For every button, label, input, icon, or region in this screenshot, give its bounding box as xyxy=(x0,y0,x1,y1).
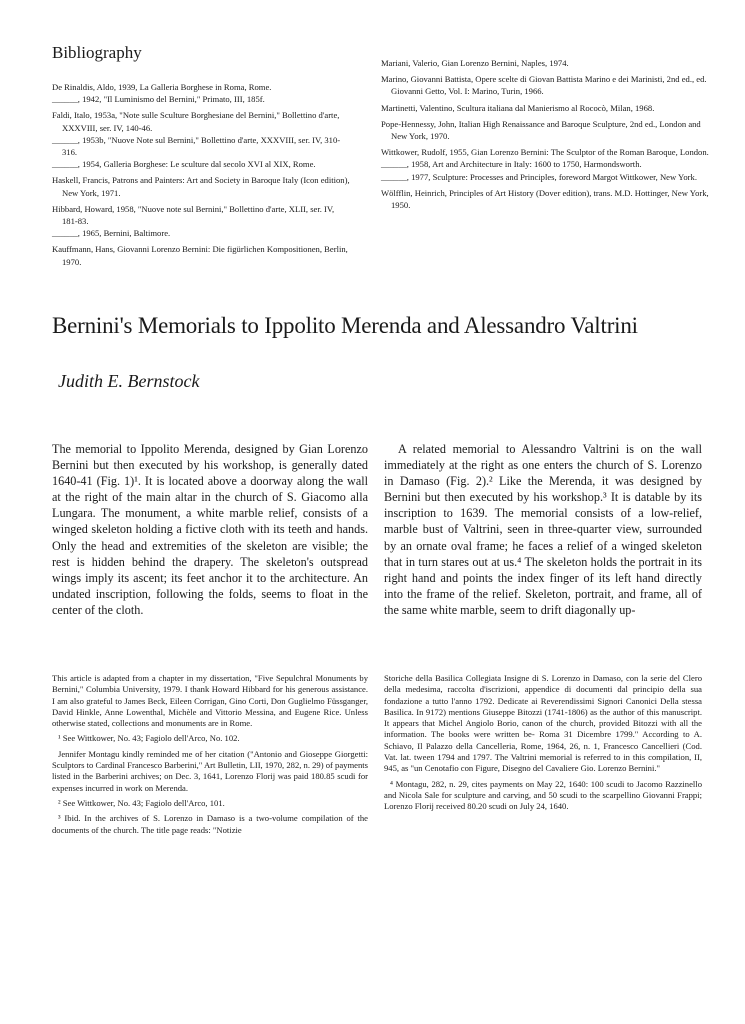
bib-entry: Haskell, Francis, Patrons and Painters: Art and Society in Baroque Italy (Icon edition), New York, 1971. xyxy=(52,175,350,198)
bib-entry: Marino, Giovanni Battista, Opere scelte di Giovan Battista Marino e dei Marinisti, 2nd ed., ed. Giovanni Getto, Vol. I: Marino, Turin, 1966. xyxy=(381,74,707,97)
bib-entry: ______, 1953b, "Nuove Note sul Bernini," Bollettino d'arte, XXXVIII, ser. IV, 310-316. xyxy=(52,134,341,158)
body-text-left-column: The memorial to Ippolito Merenda, designed by Gian Lorenzo Bernini but then executed by his workshop, is generally dated 1640-41 (Fig. 1)¹. It is located above a doorway along the wall at the right of the main altar in the church of S. Giacomo alla Lungara. The monument, a white marble relief, consists of a winged skeleton holding a fictive cloth with its teeth and hands. Only the head and extremities of the skeleton are visible; the rest is hidden behind the drapery. The skeleton's outspread wings imply its ascent; its feet anchor it to the architecture. An undated inscription, following the folds, seems to float in the center of the cloth. xyxy=(52,442,368,617)
footnote: ³ Ibid. In the archives of S. Lorenzo in Damaso is a two-volume compilation of the documents of the church. The title page reads: "Notizie xyxy=(52,813,368,835)
bibliography-left-column xyxy=(52,81,350,272)
bib-entry: ______, 1942, "Il Luminismo del Bernini," Primato, III, 185f. xyxy=(52,94,265,105)
footnote: ¹ See Wittkower, No. 43; Fagiolo dell'Arco, No. 102. xyxy=(58,733,240,744)
footnote: This article is adapted from a chapter in my dissertation, "Five Sepulchral Monuments by Bernini," Columbia University, 1979. I thank Howard Hibbard for his generous assistance. I am also grateful to James Beck, Eileen Corrigan, Gino Corti, Don Guglielmo Füssganger, David Hinkle, Anne Lowenthal, Michèle and Vittorio Messina, and Eugene Rice. Unless otherwise stated, collections and monuments are in Rome. xyxy=(52,673,368,729)
bib-entry: ______, 1977, Sculpture: Processes and Principles, foreword Margot Wittkower, New York. xyxy=(381,171,697,182)
footnotes-left-column xyxy=(52,673,368,840)
bib-entry: Kauffmann, Hans, Giovanni Lorenzo Bernini: Die figürlichen Kompositionen, Berlin, 1970. xyxy=(52,244,348,267)
bib-entry: De Rinaldis, Aldo, 1939, La Galleria Borghese in Roma, Rome. xyxy=(52,82,272,92)
bibliography-heading: Bibliography xyxy=(52,43,142,62)
bib-entry: Faldi, Italo, 1953a, "Note sulle Sculture Borghesiane del Bernini," Bollettino d'arte, XXXVIII, ser. IV, 140-46. xyxy=(52,110,340,133)
footnote: ⁴ Montagu, 282, n. 29, cites payments on May 22, 1640: 100 scudi to Jacomo Razzinello and Nicola Sale for sculpture and carving, and 50 scudi to the scarpellino Giovanni Frappi; Lorenzo Florij received 80.20 scudi on July 24, 1640. xyxy=(384,778,702,812)
footnote: ² See Wittkower, No. 43; Fagiolo dell'Arco, 101. xyxy=(58,797,225,808)
bib-entry: Wittkower, Rudolf, 1955, Gian Lorenzo Bernini: The Sculptor of the Roman Baroque, London. xyxy=(381,147,709,158)
footnote: Storiche della Basilica Collegiata Insigne di S. Lorenzo in Damaso, con la serie del Clero della medesima, raccolta d'iscrizioni, appendice di documenti dal principio della sua fondazione a tutto l'anno 1792. Dedicate ai Reverendissimi Signori Canonici Della stessa Basilica. In 9172) mentions Giuseppe Bitozzi (1741-1806) as the author of this manuscript. It appears that Michel Angiolo Borio, canon of the church, provided Bitozzi with all the information. The books were written be- Roma 31 Dicembre 1799." According to A. Schiavo, Il Palazzo della Cancelleria, Rome, 1964, 26, n. 1, Francesco Cancellieri (Cod. Vat. lat. tween 1794 and 1797. The Valtrini memorial is referred to in this compilation, II, 945, as "un Cenotafio con Figure, Disegno del Cavaliere Gio. Lorenzo Bernini." xyxy=(384,673,702,774)
body-text-right-column: A related memorial to Alessandro Valtrini is on the wall immediately at the right as one enters the church of S. Lorenzo in Damaso (Fig. 2).² Like the Merenda, it was designed by Bernini but then executed by his workshop.³ It is datable by its inscription to 1639. The memorial consists of a low-relief, marble bust of Valtrini, seen in three-quarter view, surrounded by an ornate oval frame; he faces a relief of a winged skeleton that in turn stares out at us.⁴ The skeleton holds the portrait in its right hand and points the index finger of its left hand directly into the frame of the relief. Skeleton, portrait, and frame, all of the same white marble, seem to drift diagonally up- xyxy=(384,442,702,617)
bib-entry: Martinetti, Valentino, Scultura italiana dal Manierismo al Rococò, Milan, 1968. xyxy=(381,102,655,113)
bib-entry: Wölfflin, Heinrich, Principles of Art History (Dover edition), trans. M.D. Hottinger, New York, 1950. xyxy=(381,187,709,211)
bib-entry: Pope-Hennessy, John, Italian High Renaissance and Baroque Sculpture, 2nd ed., London and New York, 1970. xyxy=(381,118,701,142)
bib-entry: ______, 1954, Galleria Borghese: Le sculture dal secolo XVI al XIX, Rome. xyxy=(52,159,316,170)
bib-entry: ______, 1965, Bernini, Baltimore. xyxy=(52,228,171,239)
footnotes-right-column xyxy=(384,673,702,817)
bib-entry: Hibbard, Howard, 1958, "Nuove note sul Bernini," Bollettino d'arte, XLII, ser. IV, 181-83. xyxy=(52,203,335,227)
footnote: Jennifer Montagu kindly reminded me of her citation ("Antonio and Gioseppe Giorgetti: Sculptors to Cardinal Francesco Barberini," Art Bulletin, LII, 1970, 282, n. 29) of payments listed in the Barberini archives; on Dec. 3, 1641, Lorenzo Florij was paid 180.85 scudi for expenses incurred in work on Merenda. xyxy=(52,748,368,793)
article-title: Bernini's Memorials to Ippolito Merenda and Alessandro Valtrini xyxy=(52,313,638,338)
bibliography-right-column xyxy=(381,57,709,215)
article-author: Judith E. Bernstock xyxy=(58,371,200,391)
bib-entry: Mariani, Valerio, Gian Lorenzo Bernini, Naples, 1974. xyxy=(381,58,569,68)
bib-entry: ______, 1958, Art and Architecture in Italy: 1600 to 1750, Harmondsworth. xyxy=(381,159,642,170)
